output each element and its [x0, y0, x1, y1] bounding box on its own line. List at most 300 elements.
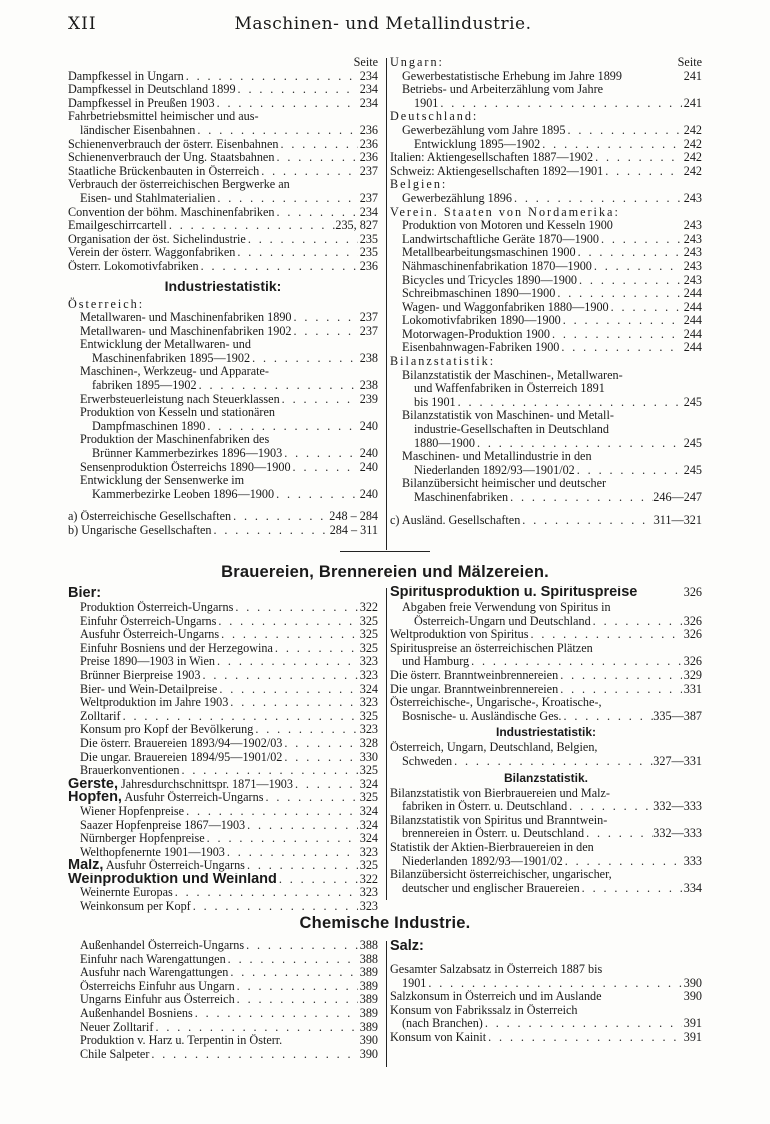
- index-entry: [68, 683, 378, 697]
- dot-leader: [603, 165, 682, 179]
- entry-page: 240: [359, 460, 378, 474]
- index-entry: [68, 110, 378, 124]
- entry-text: Produktion v. Harz u. Terpentin in Österr.: [80, 1034, 283, 1048]
- entry-text: Dampfkessel in Ungarn: [68, 69, 184, 83]
- entry-page: 243: [683, 232, 702, 246]
- entry-text: 1880—1900: [414, 436, 475, 450]
- entry-text: Brünner Kammerbezirkes 1896—1903: [92, 447, 283, 461]
- index-entry: [68, 365, 378, 379]
- entry-text: Organisation der öst. Sichelindustrie: [68, 232, 246, 246]
- dot-leader: [280, 393, 358, 407]
- hopfen-row: [68, 791, 378, 805]
- entry-page: 244: [683, 327, 702, 341]
- index-entry: [68, 655, 378, 669]
- entry-text: Sensenproduktion Österreichs 1890—1900: [80, 460, 291, 474]
- entry-text: Convention der böhm. Maschinenfabriken: [68, 205, 275, 219]
- index-entry: [68, 832, 378, 846]
- index-entry: [68, 601, 378, 615]
- index-entry: [390, 450, 702, 464]
- entry-text: Dampfmaschinen 1890: [92, 419, 206, 433]
- entry-page: 331: [683, 682, 702, 696]
- index-entry: [68, 246, 378, 260]
- entry-page: 333: [683, 854, 702, 868]
- index-entry: [390, 615, 702, 629]
- entry-text: Österreichische-, Ungarische-, Kroatische-,: [390, 696, 602, 710]
- entry-text: Konsum von Fabrikssalz in Österreich: [390, 1003, 578, 1017]
- dot-leader: [609, 301, 682, 315]
- index-entry: [390, 855, 702, 869]
- entry-page: 324: [359, 777, 378, 791]
- spiritus-heading-row: [390, 586, 702, 601]
- mid-left-column: [68, 586, 378, 914]
- entry-page: 245: [683, 463, 702, 477]
- index-entry: [68, 260, 378, 274]
- entry-page: 244: [683, 287, 702, 301]
- index-entry: [68, 165, 378, 179]
- index-entry: [68, 474, 378, 488]
- index-entry: [390, 233, 702, 247]
- mid-right-column: [390, 586, 702, 895]
- dot-leader: [550, 328, 682, 342]
- column-divider-bottom: [386, 941, 387, 1067]
- index-entry: [390, 138, 702, 152]
- index-entry: [390, 868, 702, 882]
- index-entry: [68, 846, 378, 860]
- index-entry: [390, 206, 702, 220]
- entry-page: 244: [683, 300, 702, 314]
- entry-text: industrie-Gesellschaften in Deutschland: [414, 423, 609, 437]
- entry-page: 330: [359, 750, 378, 764]
- index-entry: [68, 510, 378, 524]
- entry-page: 237: [359, 324, 378, 338]
- entry-text: Außenhandel Bosniens: [80, 1006, 193, 1020]
- index-entry: [68, 151, 378, 165]
- entry-page: 237: [359, 164, 378, 178]
- index-entry: [68, 669, 378, 683]
- dot-leader: [225, 846, 358, 860]
- entry-text: Schienenverbrauch der Ung. Staatsbahnen: [68, 151, 275, 165]
- entry-text: Weltproduktion im Jahre 1903: [80, 696, 229, 710]
- dot-leader: [205, 420, 358, 434]
- entry-page: 332—333: [653, 800, 702, 814]
- entry-text: Maschinen- und Metallindustrie in den: [402, 450, 592, 464]
- index-entry: [68, 233, 378, 247]
- index-entry: [390, 301, 702, 315]
- index-entry: [390, 601, 702, 615]
- entry-text: Einfuhr nach Warengattungen: [80, 952, 226, 966]
- dot-leader: [575, 464, 682, 478]
- entry-text: fabriken in Österr. u. Deutschland: [402, 800, 568, 814]
- entry-text: Weinkonsum per Kopf: [80, 900, 191, 914]
- entry-text: Bier- und Wein-Detailpreise: [80, 682, 218, 696]
- entry-page: 389: [359, 1006, 378, 1020]
- dot-leader: [226, 953, 358, 967]
- entry-text: Belgien:: [390, 178, 448, 192]
- entry-page: 236: [359, 259, 378, 273]
- entry-text: Italien: Aktiengesellschaften 1887—1902: [390, 151, 594, 165]
- dot-leader: [215, 192, 358, 206]
- seite-label: Seite: [353, 55, 378, 69]
- dot-leader: [291, 461, 358, 475]
- index-entry: [390, 990, 702, 1004]
- dot-leader: [205, 832, 358, 846]
- entry-text: a) Österreichische Gesellschaften: [68, 510, 232, 524]
- entry-text: Abgaben freie Verwendung von Spiritus in: [402, 601, 611, 614]
- index-entry: [390, 328, 702, 342]
- entry-page: 235: [359, 232, 378, 246]
- entry-text: Bilanzübersicht österreichischer, ungarischer,: [390, 868, 612, 882]
- dot-leader: [121, 710, 358, 724]
- dot-leader: [153, 1021, 358, 1035]
- column-divider: [386, 58, 387, 550]
- entry-page: 235: [359, 246, 378, 260]
- entry-text: Gewerbezählung 1896: [402, 191, 512, 205]
- dot-leader: [282, 737, 358, 751]
- entry-text: Eisenbahnwagen-Fabriken 1900: [402, 341, 560, 355]
- entry-page: 389: [359, 979, 378, 993]
- entry-text: Chile Salpeter: [80, 1047, 150, 1061]
- entry-page: 323: [359, 696, 378, 710]
- gesellschaften-c-row: [390, 514, 702, 528]
- dot-leader: [558, 669, 682, 683]
- entry-text: Brauerkonventionen: [80, 764, 180, 778]
- entry-page: 391: [683, 1030, 702, 1044]
- entry-page: 326: [683, 655, 702, 669]
- entry-text: Gesamter Salzabsatz in Österreich 1887 bis: [390, 963, 603, 976]
- index-entry: [390, 409, 702, 423]
- column-divider-mid: [386, 588, 387, 900]
- dot-leader: [253, 723, 358, 737]
- oesterreich-heading: Österreich:: [68, 296, 145, 311]
- dot-leader: [235, 980, 358, 994]
- index-entry: [68, 696, 378, 710]
- entry-text: und Waffenfabriken in Österreich 1891: [414, 382, 605, 396]
- entry-page: 327—331: [653, 754, 702, 768]
- entry-page: 234: [359, 83, 378, 97]
- index-entry: [68, 393, 378, 407]
- entry-page: 391: [683, 1017, 702, 1031]
- dot-leader: [426, 977, 682, 991]
- index-entry: [68, 723, 378, 737]
- entry-page: 332—333: [653, 827, 702, 841]
- entry-page: 236: [359, 137, 378, 151]
- index-entry: [68, 710, 378, 724]
- entry-text: Emailgeschirrcartell: [68, 219, 167, 233]
- entry-text: Maschinenfabriken 1895—1902: [92, 351, 251, 365]
- entry-text: Nähmaschinenfabrikation 1870—1900: [402, 259, 592, 273]
- entry-text: Ungarns Einfuhr aus Österreich: [80, 993, 235, 1007]
- brauereien-heading: Brauereien, Brennereien und Mälzereien.: [221, 563, 549, 581]
- index-entry: [68, 461, 378, 475]
- entry-page: 243: [683, 273, 702, 287]
- index-entry: [390, 97, 702, 111]
- entry-text: Eisen- und Stahlmaterialien: [80, 191, 216, 205]
- entry-text: Betriebs- und Arbeiterzählung vom Jahre: [402, 83, 604, 97]
- index-entry: [68, 192, 378, 206]
- dot-leader: [215, 655, 358, 669]
- entry-text: Entwicklung der Metallwaren- und: [80, 338, 251, 352]
- entry-page: 239: [359, 392, 378, 406]
- entry-text: deutscher und englischer Brauereien: [402, 881, 580, 895]
- entry-page: 245: [683, 395, 702, 409]
- entry-text: Weinernte Europas: [80, 886, 173, 900]
- entry-text: Einfuhr Österreich-Ungarns: [80, 614, 217, 628]
- hopfen-word: Hopfen,: [68, 791, 122, 805]
- entry-page: 235, 827: [335, 219, 378, 233]
- entry-page: 390: [683, 990, 702, 1004]
- index-entry: [68, 615, 378, 629]
- dot-leader: [191, 900, 358, 914]
- entry-page: 322: [359, 872, 378, 886]
- index-entry: [68, 433, 378, 447]
- bottom-right-column: [390, 937, 702, 1045]
- entry-page: 324: [359, 682, 378, 696]
- index-entry: [68, 900, 378, 914]
- index-entry: [390, 963, 702, 977]
- entry-page: 329: [683, 668, 702, 682]
- entry-text: brennereien in Österr. u. Deutschland: [402, 827, 585, 841]
- dot-leader: [195, 124, 358, 138]
- dot-leader: [274, 206, 358, 220]
- dot-leader: [580, 882, 682, 896]
- dot-leader: [555, 287, 682, 301]
- dot-leader: [584, 827, 653, 841]
- entry-page: 237: [359, 311, 378, 325]
- index-entry: [68, 352, 378, 366]
- entry-text: Österr. Lokomotivfabriken: [68, 259, 199, 273]
- index-entry: [390, 110, 702, 124]
- entry-page: 325: [359, 764, 378, 778]
- dot-leader: [274, 488, 358, 502]
- index-entry: [390, 369, 702, 383]
- index-entry: [68, 953, 378, 967]
- entry-text: Ausfuhr Österreich-Ungarns: [80, 628, 220, 642]
- index-entry: [390, 755, 702, 769]
- top-right-column: [390, 56, 702, 527]
- entry-text: Motorwagen-Produktion 1900: [402, 327, 550, 341]
- index-entry: [68, 993, 378, 1007]
- entry-page: 246—247: [653, 491, 702, 504]
- entry-page: 323: [359, 655, 378, 669]
- dot-leader: [576, 246, 682, 260]
- entry-text: Wiener Hopfenpreise: [80, 804, 185, 818]
- index-entry: [390, 274, 702, 288]
- index-entry: [390, 70, 702, 84]
- index-entry: [390, 827, 702, 841]
- dot-leader: [217, 683, 358, 697]
- entry-page: 284 – 311: [329, 524, 378, 537]
- entry-text: (nach Branchen): [402, 1017, 483, 1031]
- entry-page: 323: [359, 668, 378, 682]
- dot-leader: [219, 628, 358, 642]
- index-entry: [390, 83, 702, 97]
- entry-page: 234: [359, 205, 378, 219]
- index-entry: [390, 787, 702, 801]
- entry-text: Statistik der Aktien-Bierbrauereien in den: [390, 840, 594, 854]
- index-entry: [390, 491, 702, 505]
- dot-leader: [184, 70, 358, 84]
- dot-leader: [456, 396, 682, 410]
- index-entry: [390, 642, 702, 656]
- entry-text: Bilanzstatistik von Spiritus und Branntwein-: [390, 813, 608, 827]
- entry-text: 1901: [402, 976, 427, 990]
- entry-page: 334: [683, 881, 702, 895]
- entry-text: Die ungar. Branntweinbrennereien: [390, 682, 559, 696]
- entry-text: Verein. Staaten von Nordamerika:: [390, 205, 620, 219]
- bottom-left-column: [68, 939, 378, 1061]
- dot-leader: [540, 138, 682, 152]
- index-entry: [390, 1017, 702, 1031]
- index-entry: [390, 814, 702, 828]
- dot-leader: [173, 886, 358, 900]
- dot-leader: [245, 819, 358, 833]
- dot-leader: [149, 1048, 358, 1062]
- index-entry: [390, 287, 702, 301]
- entry-page: 238: [359, 379, 378, 393]
- entry-text: Neuer Zolltarif: [80, 1020, 154, 1034]
- dot-leader: [259, 165, 358, 179]
- index-entry: [68, 751, 378, 765]
- dot-leader: [475, 437, 682, 451]
- dot-leader: [292, 311, 358, 325]
- entry-page: 242: [683, 137, 702, 151]
- dot-leader: [246, 233, 358, 247]
- index-entry: [390, 1031, 702, 1045]
- dot-leader: [215, 97, 358, 111]
- entry-page: 326: [683, 614, 702, 628]
- index-entry: [390, 800, 702, 814]
- entry-text: Produktion der Maschinenfabriken des: [80, 433, 270, 447]
- dot-leader: [233, 601, 358, 615]
- entry-page: 389: [359, 966, 378, 980]
- entry-page: 325: [359, 628, 378, 642]
- dot-leader: [486, 1031, 682, 1045]
- index-entry: [390, 710, 702, 724]
- entry-text: Verein der österr. Waggonfabriken: [68, 246, 236, 260]
- index-entry: [390, 314, 702, 328]
- entry-page: 390: [359, 1034, 378, 1048]
- dot-leader: [236, 83, 358, 97]
- entry-page: 240: [359, 447, 378, 461]
- entry-text: Kammerbezirke Leoben 1896—1900: [92, 487, 275, 501]
- separator-rule: [340, 551, 430, 552]
- entry-text: Bilanzstatistik der Maschinen-, Metallwaren-: [402, 368, 623, 382]
- dot-leader: [282, 447, 358, 461]
- index-entry: [390, 219, 702, 233]
- dot-leader: [250, 352, 358, 366]
- index-entry: [68, 1048, 378, 1062]
- entry-page: 388: [359, 939, 378, 952]
- entry-page: 243: [683, 219, 702, 233]
- seite-label-right: Seite: [677, 56, 702, 69]
- dot-leader: [599, 233, 682, 247]
- dot-leader: [469, 655, 682, 669]
- index-entry: [390, 396, 702, 410]
- entry-text: Staatliche Brückenbauten in Österreich: [68, 164, 260, 178]
- dot-leader: [235, 993, 358, 1007]
- entry-page: 326: [683, 628, 702, 642]
- entry-page: 390: [683, 976, 702, 990]
- wein-word: Weinproduktion und Weinland: [68, 872, 277, 887]
- index-entry: [390, 841, 702, 855]
- entry-page: 390: [359, 1047, 378, 1061]
- dot-leader: [559, 341, 682, 355]
- malz-word: Malz,: [68, 859, 104, 873]
- index-entry: [68, 886, 378, 900]
- industriestatistik-heading-2: Industriestatistik:: [495, 725, 597, 740]
- entry-text: Bilanzübersicht heimischer und deutscher: [402, 477, 607, 491]
- entry-page: 234: [359, 96, 378, 110]
- entry-page: 322: [359, 601, 378, 614]
- entry-text: Wagen- und Waggonfabriken 1880—1900: [402, 300, 609, 314]
- entry-page: 311—321: [653, 513, 702, 527]
- entry-text: Bicycles und Tricycles 1890—1900: [402, 273, 578, 287]
- dot-leader: [228, 696, 358, 710]
- index-entry: [390, 683, 702, 697]
- entry-text: Lokomotivfabriken 1890—1900: [402, 314, 561, 328]
- ungarn-heading-row: [390, 56, 702, 70]
- entry-text: Metallwaren- und Maschinenfabriken 1902: [80, 324, 292, 338]
- entry-page: 243: [683, 259, 702, 273]
- index-entry: [390, 696, 702, 710]
- entry-text: Die österr. Branntweinbrennereien: [390, 668, 559, 682]
- entry-text: Brünner Bierpreise 1903: [80, 668, 201, 682]
- index-entry: [390, 246, 702, 260]
- dot-leader: [197, 379, 358, 393]
- entry-text: bis 1901: [414, 395, 456, 409]
- entry-page: 325: [359, 859, 378, 873]
- index-entry: [68, 311, 378, 325]
- spiritus-heading: Spiritusproduktion u. Spirituspreise: [390, 586, 638, 600]
- dot-leader: [508, 491, 653, 505]
- entry-text: Bosnische- u. Ausländische Ges.: [402, 709, 562, 723]
- entry-text: Entwicklung der Sensenwerke im: [80, 474, 245, 488]
- entry-text: Niederlanden 1892/93—1901/02: [402, 854, 563, 868]
- index-entry: [390, 977, 702, 991]
- index-entry: [68, 97, 378, 111]
- index-entry: [390, 628, 702, 642]
- index-entry: [68, 488, 378, 502]
- entry-text: 1901: [414, 96, 439, 110]
- index-entry: [390, 260, 702, 274]
- index-entry: [68, 737, 378, 751]
- index-entry: [68, 406, 378, 420]
- entry-page: 248 – 284: [329, 510, 378, 524]
- wein-row: [68, 873, 378, 887]
- entry-text: und Hamburg: [402, 655, 470, 669]
- dot-leader: [199, 260, 358, 274]
- entry-page: 241: [683, 69, 702, 83]
- entry-text: Verbrauch der österreichischen Bergwerke an: [68, 178, 290, 192]
- dot-leader: [228, 966, 358, 980]
- index-entry: [390, 165, 702, 179]
- index-entry: [68, 980, 378, 994]
- entry-text: Dampfkessel in Deutschland 1899: [68, 83, 236, 97]
- ungarn-heading: Ungarn:: [390, 56, 444, 69]
- entry-page: 240: [359, 487, 378, 501]
- dot-leader: [561, 314, 682, 328]
- dot-leader: [483, 1017, 682, 1031]
- index-entry: [390, 355, 702, 369]
- index-entry: [390, 124, 702, 138]
- entry-page: 328: [359, 736, 378, 750]
- page-header: [68, 14, 698, 40]
- entry-text: fabriken 1895—1902: [92, 379, 197, 393]
- dot-leader: [201, 669, 359, 683]
- entry-text: Produktion von Kesseln und stationären: [80, 406, 275, 420]
- entry-text: Jahresdurchschnittspr. 1871—1903: [121, 777, 293, 791]
- dot-leader: [292, 325, 358, 339]
